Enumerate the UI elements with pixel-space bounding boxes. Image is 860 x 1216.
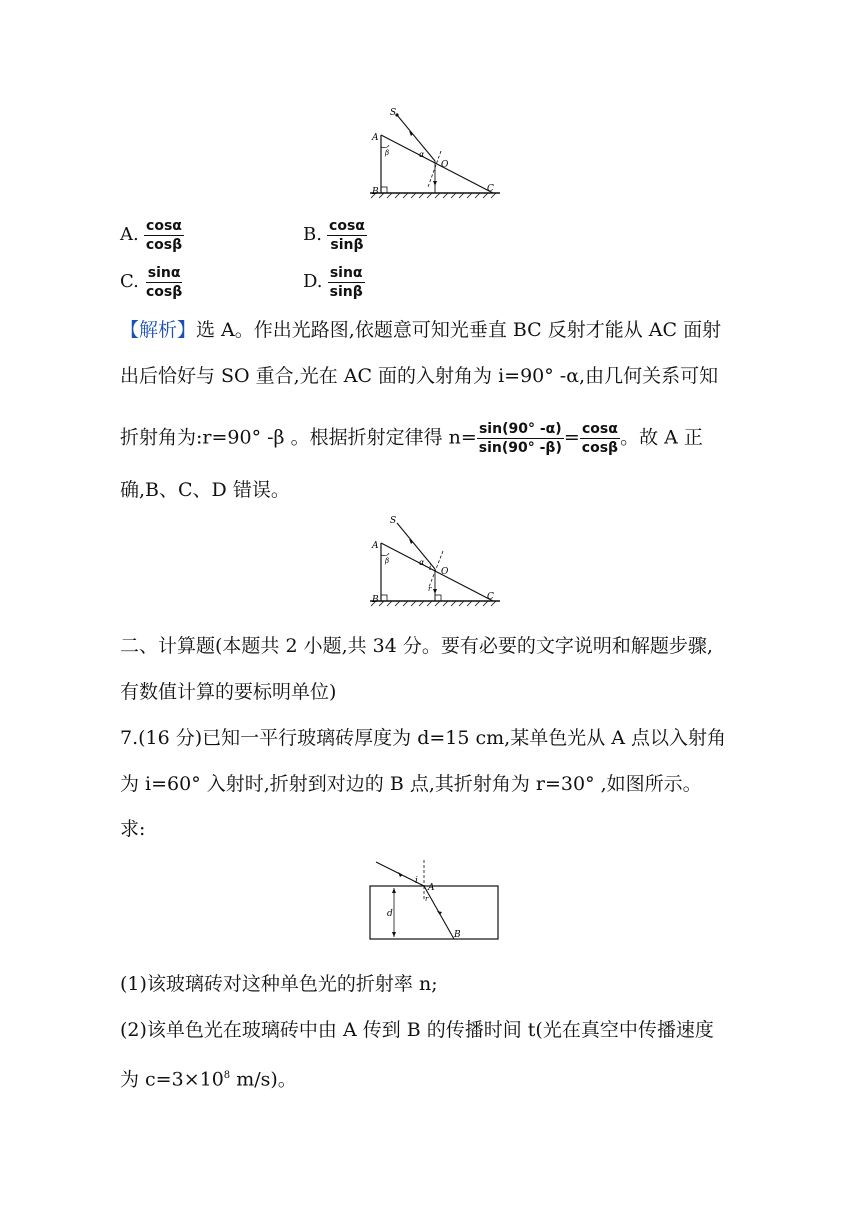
option-b-fraction: $\frac{\cos\alpha}{\sin\beta}$ [329,218,365,253]
question-7-line-2: 为 i=60° 入射时,折射到对边的 B 点,其折射角为 r=30° ,如图所示。 [120,773,702,795]
exponent: 8 [223,1070,231,1081]
figure-3-label-d: d [387,909,393,919]
figure-2-label-c: C [487,592,494,602]
figure-2-label-b: B [372,595,379,605]
option-c-letter: C. [120,271,139,292]
figure-3-glass-slab-diagram [368,857,502,943]
figure-3-label-a: A [428,883,435,893]
option-a-letter: A. [120,224,139,245]
analysis-line-1: 【解析】选 A。作出光路图,依题意可知光垂直 BC 反射才能从 AC 面射 [120,319,722,341]
analysis-line-3: 折射角为:r=90° -β 。根据折射定律得 n= $\frac{\sin(90^\circ -\alpha)}{\sin(90^\circ -\beta)}$ = $\frac{\cos\alpha}{\cos\beta}$ 。故 A 正 [120,421,703,456]
section-heading-line-1: 二、计算题(本题共 2 小题,共 34 分。要有必要的文字说明和解题步骤, [120,635,713,657]
option-a [120,217,184,254]
analysis-tag: 【解析】 [120,319,197,341]
figure-2-label-o: O [441,567,449,577]
figure-2-label-alpha: α [419,558,425,567]
option-c [120,264,184,301]
sub-question-2-line-2: 为 $c=3\times 10^8$ m/s)。 [120,1068,297,1091]
figure-1-label-beta: β [385,149,390,157]
option-d-fraction: $\frac{\sin\alpha}{\sin\beta}$ [329,265,363,300]
figure-2-label-s: S [390,516,397,526]
option-b-letter: B. [303,224,322,245]
figure-1-label-c: C [487,184,494,194]
figure-2-prism-diagram [365,513,505,611]
figure-1-prism-diagram [365,105,505,203]
analysis-fraction-1: $\frac{\sin(90^\circ -\alpha)}{\sin(90^\circ -\beta)}$ [478,421,562,456]
figure-2-label-r: r [428,585,432,593]
question-7-line-1: 7.(16 分)已知一平行玻璃砖厚度为 d=15 cm,某单色光从 A 点以入射角 [120,727,727,749]
analysis-fraction-2: $\frac{\cos\alpha}{\cos\beta}$ [581,421,619,456]
option-d-letter: D. [303,271,323,292]
sub-question-1: (1)该玻璃砖对这种单色光的折射率 n; [120,973,438,995]
section-heading-line-2: 有数值计算的要标明单位) [120,681,337,703]
figure-1-label-b: B [372,187,379,197]
figure-3-label-i: i [415,876,418,886]
sub-question-2-line-1: (2)该单色光在玻璃砖中由 A 传到 B 的传播时间 t(光在真空中传播速度 [120,1019,714,1041]
question-7-line-3: 求: [120,818,146,840]
option-d [303,264,365,301]
figure-3-label-r: r [425,895,429,903]
option-a-fraction: $\frac{\cos\alpha}{\cos\beta}$ [145,218,183,253]
figure-3-label-b: B [454,930,461,940]
figure-2-label-i: i [429,564,432,572]
figure-1-label-alpha: α [419,150,425,159]
figure-2-label-a: A [372,541,379,551]
option-b [303,217,367,254]
figure-1-label-s: S [390,108,397,118]
analysis-line-4: 确,B、C、D 错误。 [120,479,290,501]
analysis-line-2: 出后恰好与 SO 重合,光在 AC 面的入射角为 i=90° -α,由几何关系可知 [120,365,719,387]
figure-2-label-beta: β [385,557,390,565]
figure-1-label-a: A [372,133,379,143]
figure-1-label-o: O [441,160,449,170]
option-c-fraction: $\frac{\sin\alpha}{\cos\beta}$ [145,265,183,300]
